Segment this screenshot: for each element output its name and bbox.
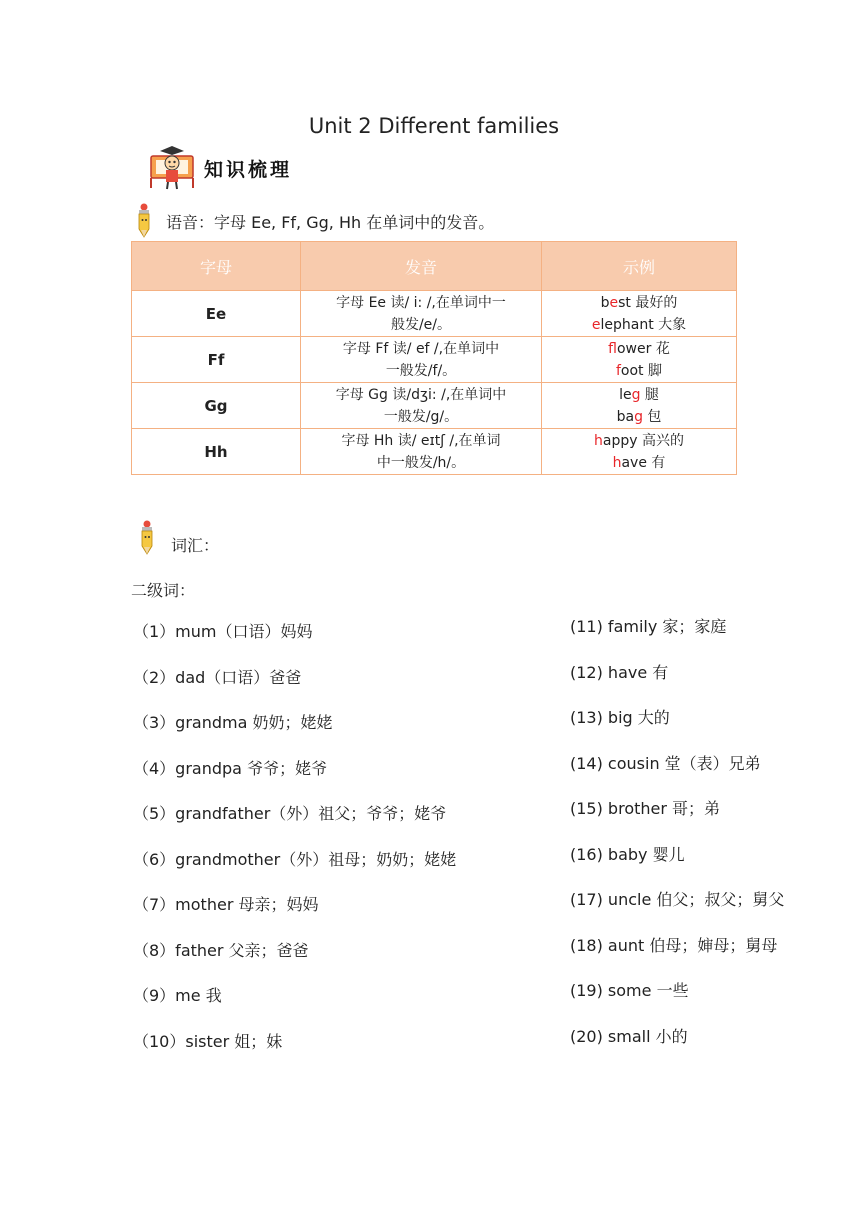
rule-cell	[301, 383, 542, 429]
list-item: （4）grandpa 爷爷；姥爷	[133, 758, 328, 778]
rule-line: 一般发/g/。	[383, 408, 459, 425]
list-item: （2）dad（口语）爸爸	[133, 667, 302, 687]
table-row	[132, 337, 737, 383]
rule-cell	[301, 337, 542, 383]
example-cell	[542, 337, 737, 383]
list-item: （8）father 父亲；爸爸	[133, 940, 309, 960]
section-banner	[148, 146, 292, 190]
example-word: have 有	[612, 454, 666, 471]
letter-cell: Ee	[132, 291, 301, 337]
phonics-heading: 语音：字母 Ee, Ff, Gg, Hh 在单词中的发音。	[166, 213, 495, 232]
example-cell	[542, 291, 737, 337]
phonics-table	[131, 241, 737, 475]
letter-cell: Hh	[132, 429, 301, 475]
list-item: （9）me 我	[133, 986, 222, 1005]
table-header-row	[132, 242, 737, 291]
page-title: Unit 2 Different families	[308, 114, 560, 138]
list-item: (12) have 有	[570, 662, 669, 682]
letter-cell: Ff	[132, 337, 301, 383]
vocab-level-label: 二级词：	[131, 581, 196, 600]
rule-cell	[301, 291, 542, 337]
banner-text: 知识梳理	[204, 158, 293, 181]
example-word: foot 脚	[615, 362, 662, 379]
rule-cell	[301, 429, 542, 475]
list-item: （1）mum（口语）妈妈	[133, 622, 313, 641]
example-word: elephant 大象	[591, 316, 687, 333]
letter-cell: Gg	[132, 383, 301, 429]
table-row	[132, 429, 737, 475]
example-cell	[542, 429, 737, 475]
rule-line: 字母 Ff 读/ ef /,在单词中	[342, 340, 500, 357]
rule-line: 中一般发/h/。	[376, 454, 466, 471]
list-item: (15) brother 哥；弟	[570, 799, 721, 818]
column-header-letter: 字母	[132, 242, 301, 291]
rule-line: 字母 Hh 读/ eɪtʃ /,在单词	[341, 432, 501, 449]
vocab-list-left	[133, 622, 456, 1077]
list-item: (13) big 大的	[570, 708, 670, 727]
vocab-heading: 词汇：	[171, 536, 220, 555]
list-item: (11) family 家；家庭	[570, 617, 727, 636]
rule-line: 字母 Gg 读/dʒi: /,在单词中	[335, 386, 507, 403]
pencil-icon	[135, 203, 155, 239]
rule-line: 般发/e/。	[390, 316, 452, 333]
list-item: (17) uncle 伯父；叔父；舅父	[570, 890, 785, 909]
table-row	[132, 291, 737, 337]
teacher-mascot-icon	[148, 146, 196, 190]
example-word: leg 腿	[619, 386, 659, 403]
list-item: (19) some 一些	[570, 981, 689, 1000]
list-item: （6）grandmother（外）祖母；奶奶；姥姥	[133, 849, 457, 869]
list-item: (20) small 小的	[570, 1026, 688, 1046]
list-item: （5）grandfather（外）祖父；爷爷；姥爷	[133, 804, 447, 823]
pencil-icon	[138, 520, 158, 556]
example-word: best 最好的	[600, 294, 678, 311]
example-word: bag 包	[616, 408, 662, 425]
list-item: (16) baby 婴儿	[570, 844, 685, 864]
vocab-list-right	[570, 617, 784, 1072]
example-cell	[542, 383, 737, 429]
list-item: （3）grandma 奶奶；姥姥	[133, 713, 333, 732]
column-header-pronunciation: 发音	[301, 242, 542, 291]
list-item: （7）mother 母亲；妈妈	[133, 895, 319, 914]
example-word: happy 高兴的	[594, 432, 684, 449]
list-item: (18) aunt 伯母；婶母；舅母	[570, 935, 778, 955]
column-header-examples: 示例	[542, 242, 737, 291]
rule-line: 一般发/f/。	[385, 362, 457, 379]
example-word: flower 花	[608, 340, 670, 357]
table-row	[132, 383, 737, 429]
list-item: (14) cousin 堂（表）兄弟	[570, 753, 761, 773]
rule-line: 字母 Ee 读/ i: /,在单词中一	[336, 294, 506, 311]
list-item: （10）sister 姐；妹	[133, 1031, 283, 1051]
